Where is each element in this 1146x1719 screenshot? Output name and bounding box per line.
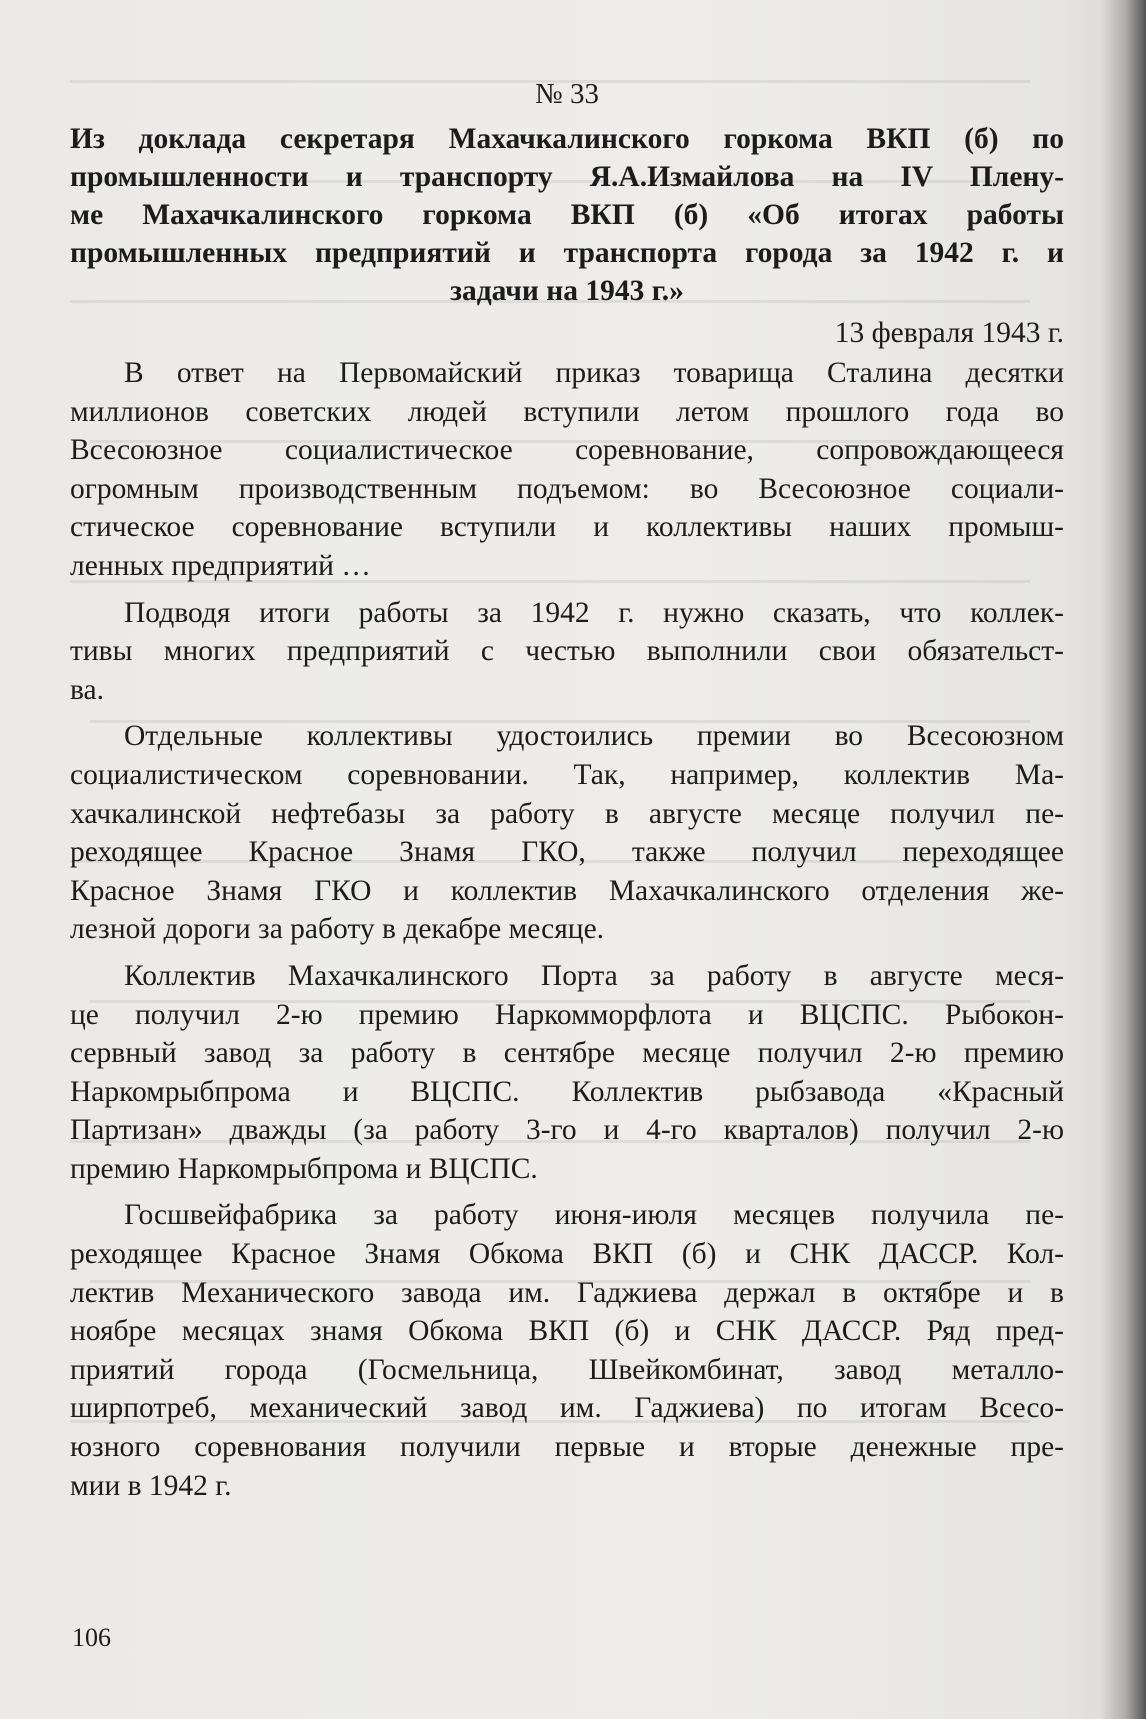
document-number: № 33 [535,78,599,110]
binding-shadow [1100,0,1146,1719]
paragraph [70,354,1064,586]
text-line: мии в 1942 г. [70,1469,232,1502]
text-line: ленных предприятий … [70,549,371,582]
paragraph [70,1196,1064,1505]
text-line: Всесоюзное социалистическое соревнование, сопровождающееся [70,434,1064,467]
paragraph [70,957,1064,1189]
text-line: ширпотреб, механический завод им. Гаджиева) по итогам Всесо- [70,1392,1064,1425]
text-line: В ответ на Первомайский приказ товарища Сталина десятки [124,357,1064,389]
text-line: Отдельные коллективы удостоились премии во Всесоюзном [124,720,1064,753]
text-line: хачкалинской нефтебазы за работу в августе месяце получил пе- [70,797,1064,830]
text-line: Подводя итоги работы за 1942 г. нужно сказать, что коллек- [124,596,1064,629]
page-number: 106 [72,1623,111,1652]
text-line: миллионов советских людей вступили летом прошлого года во [70,395,1064,428]
text-line: реходящее Красное Знамя Обкома ВКП (б) и СНК ДАССР. Кол- [70,1238,1064,1271]
text-line: лектив Механического завода им. Гаджиева держал в октябре и в [70,1276,1064,1309]
document-body [70,74,1064,1505]
paragraph [70,717,1064,949]
text-line: стическое соревнование вступили и коллективы наших промыш- [70,511,1064,544]
title-line: ме Махачкалинского горкома ВКП (б) «Об итогах работы [70,199,1064,231]
text-line: ва. [70,673,105,706]
text-line: премию Наркомрыбпрома и ВЦСПС. [70,1152,538,1185]
title-line: промышленных предприятий и транспорта города за 1942 г. и [70,237,1064,269]
text-line: Коллектив Махачкалинского Порта за работу в августе меся- [124,959,1064,992]
text-line: юзного соревнования получили первые и вторые денежные пре- [70,1431,1064,1464]
text-line: социалистическом соревновании. Так, например, коллектив Ма- [70,758,1064,791]
text-line: Госшвейфабрика за работу июня-июля месяцев получила пе- [124,1199,1064,1232]
text-line: реходящее Красное Знамя ГКО, также получил переходящее [70,836,1064,869]
text-line: сервный завод за работу в сентябре месяце получил 2-ю премию [70,1037,1064,1070]
text-line: приятий города (Госмельница, Швейкомбинат, завод металло- [70,1353,1064,1386]
title-line: промышленности и транспорту Я.А.Измайлова на IV Плену- [70,161,1064,193]
text-line: тивы многих предприятий с честью выполнили свои обязательст- [70,635,1064,668]
paragraph [70,594,1064,710]
text-line: ноябре месяцах знамя Обкома ВКП (б) и СНК ДАССР. Ряд пред- [70,1315,1064,1348]
text-line: огромным производственным подъемом: во Всесоюзное социали- [70,472,1064,505]
text-line: Наркомрыбпрома и ВЦСПС. Коллектив рыбзавода «Красный [70,1075,1064,1108]
text-line: лезной дороги за работу в декабре месяце. [70,913,605,946]
document-date: 13 февраля 1943 г. [834,317,1064,349]
text-line: це получил 2-ю премию Наркомморфлота и ВЦСПС. Рыбокон- [70,998,1064,1031]
document-title [70,120,1064,310]
text-line: Красное Знамя ГКО и коллектив Махачкалинского отделения же- [70,874,1064,907]
title-line: задачи на 1943 г.» [450,275,684,307]
text-line: Партизан» дважды (за работу 3-го и 4-го кварталов) получил 2-ю [70,1114,1064,1147]
title-line: Из доклада секретаря Махачкалинского горкома ВКП (б) по [70,123,1064,155]
